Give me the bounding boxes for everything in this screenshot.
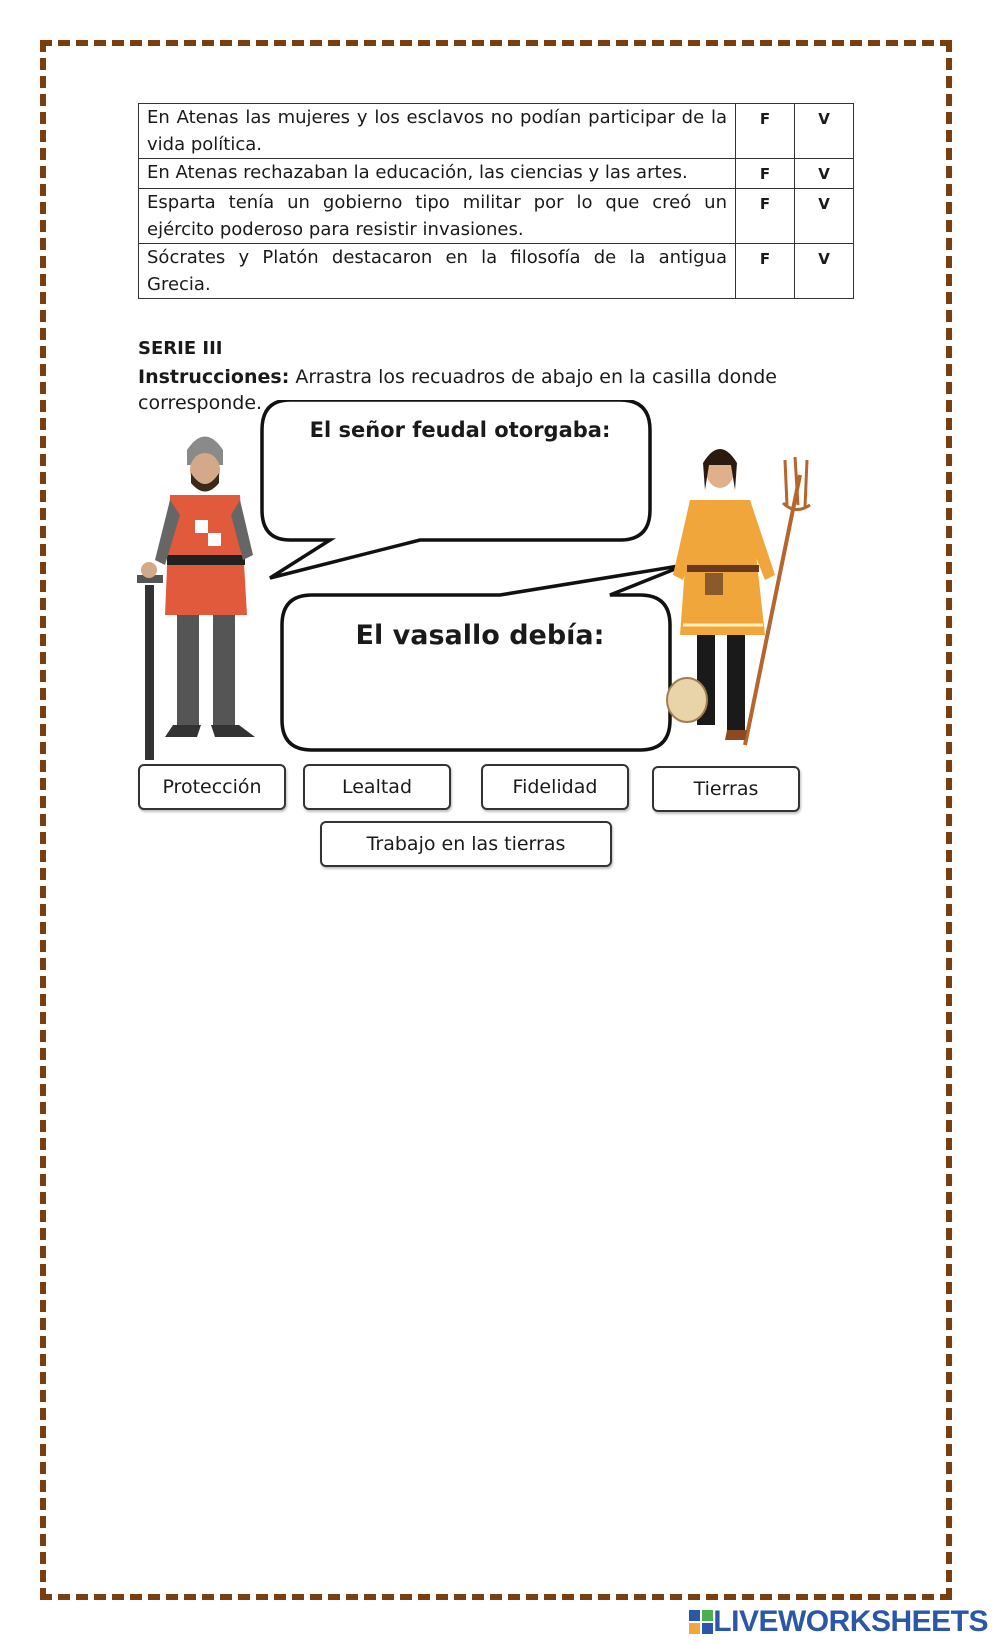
true-option[interactable]: V (795, 159, 854, 189)
true-option[interactable]: V (795, 104, 854, 159)
option-proteccion[interactable]: Protección (138, 764, 286, 810)
knight-illustration (135, 425, 275, 765)
brand-name: LIVEWORKSHEETS (713, 1605, 988, 1638)
vassal-bubble-text: El vasallo debía: (355, 620, 605, 651)
false-option[interactable]: F (736, 244, 795, 299)
true-option[interactable]: V (795, 189, 854, 244)
statement-cell: Esparta tenía un gobierno tipo militar por lo que creó un ejército poderoso para resistir invasiones. (139, 189, 736, 244)
option-lealtad[interactable]: Lealtad (303, 764, 451, 810)
instructions-text: Arrastra los recuadros de abajo en la casilla donde corresponde. (138, 366, 777, 414)
peasant-illustration (665, 435, 815, 755)
table-row (139, 104, 854, 159)
table-row (139, 159, 854, 189)
instructions-label: Instrucciones: (138, 366, 290, 388)
false-option[interactable]: F (736, 189, 795, 244)
statement-cell: Sócrates y Platón destacaron en la filosofía de la antigua Grecia. (139, 244, 736, 299)
lord-bubble-text: El señor feudal otorgaba: (309, 418, 611, 442)
section-title: SERIE III (138, 338, 223, 359)
logo-grid-icon (689, 1610, 713, 1634)
speech-bubbles (260, 400, 690, 780)
statement-cell: En Atenas rechazaban la educación, las ciencias y las artes. (139, 159, 736, 189)
option-tierras[interactable]: Tierras (652, 766, 800, 812)
false-option[interactable]: F (736, 159, 795, 189)
option-trabajo-en-las-tierras[interactable]: Trabajo en las tierras (320, 821, 612, 867)
false-option[interactable]: F (736, 104, 795, 159)
liveworksheets-logo (689, 1605, 988, 1639)
option-fidelidad[interactable]: Fidelidad (481, 764, 629, 810)
statement-cell: En Atenas las mujeres y los esclavos no podían participar de la vida política. (139, 104, 736, 159)
table-row (139, 189, 854, 244)
vassal-speech-bubble (282, 565, 685, 750)
true-option[interactable]: V (795, 244, 854, 299)
table-row (139, 244, 854, 299)
true-false-table (138, 103, 854, 299)
